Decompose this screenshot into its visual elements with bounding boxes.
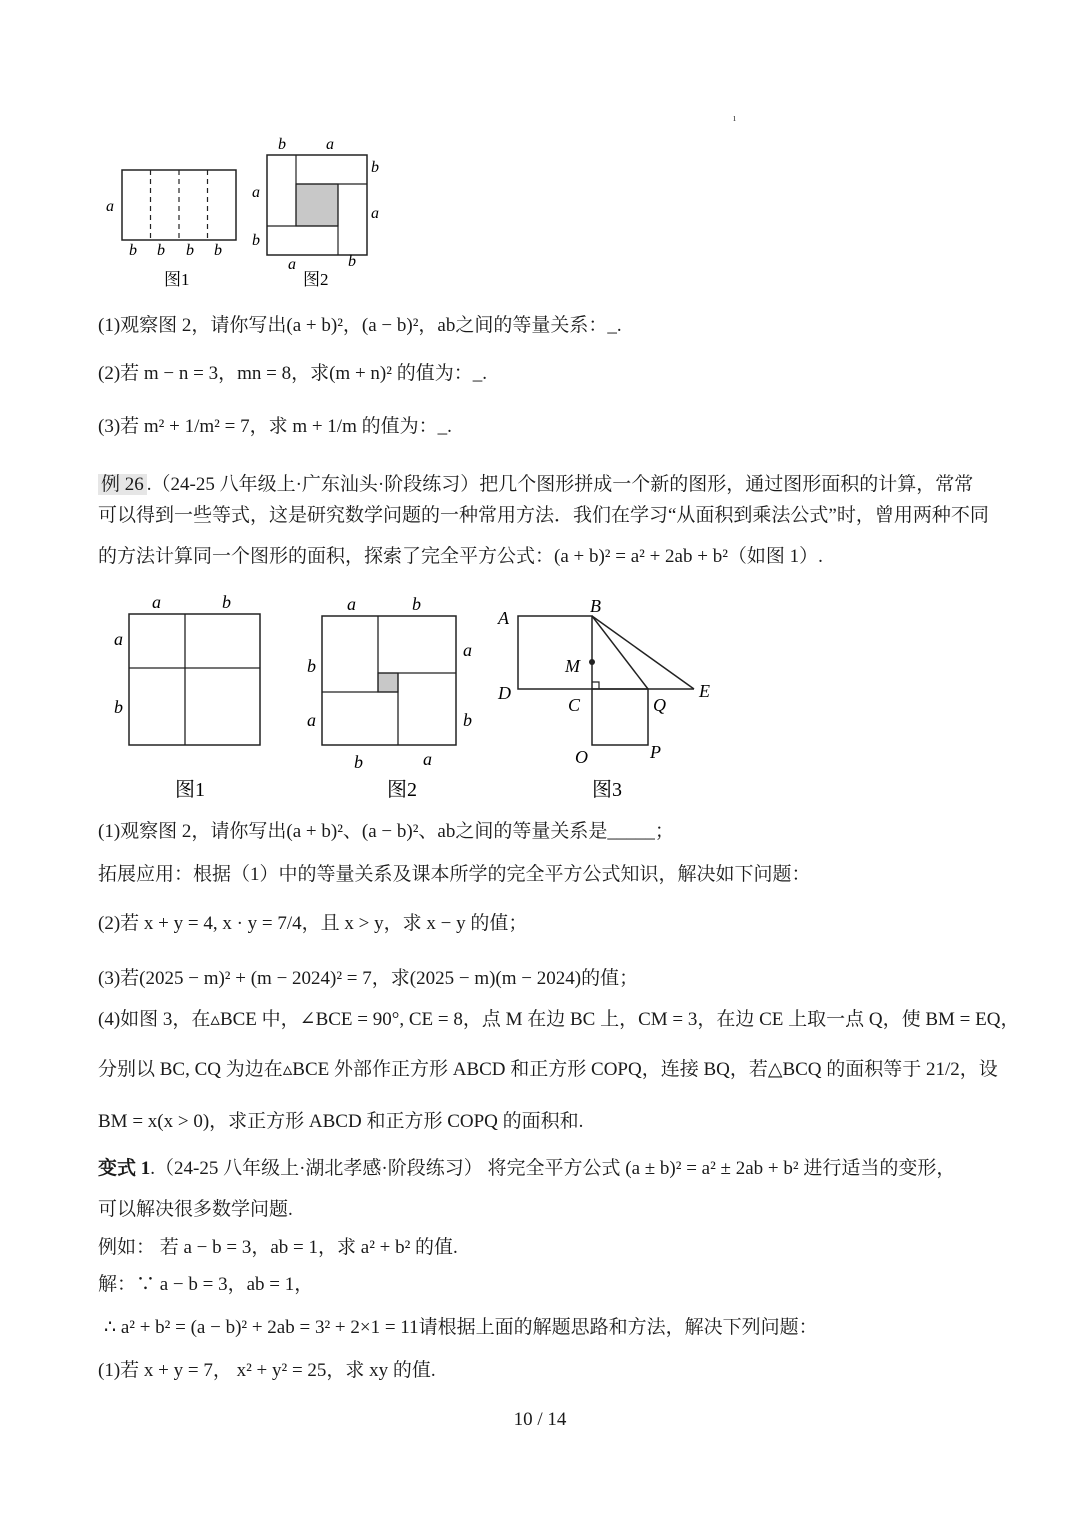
- example26-label: 例 26: [98, 474, 147, 495]
- figB3-square-copq: [592, 689, 648, 745]
- figB3-label-d: D: [498, 683, 511, 703]
- figB2-left-a: a: [307, 710, 316, 730]
- figB2-right-b: b: [463, 710, 472, 730]
- figB2-left-b: b: [307, 656, 316, 676]
- figB3-label-m: M: [565, 656, 580, 676]
- fig2-top-b: b: [278, 136, 286, 153]
- figB2-caption: 图2: [387, 779, 417, 801]
- figB2-top-b: b: [412, 594, 421, 614]
- variant1-solution: 解：∵ a − b = 3，ab = 1，: [98, 1274, 314, 1295]
- figB3-be: [592, 616, 694, 689]
- variant1-q1: (1)若 x + y = 7， x² + y² = 25，求 xy 的值.: [98, 1360, 436, 1381]
- figB1-left-a: a: [114, 629, 123, 649]
- figB3-caption: 图3: [592, 779, 622, 801]
- figure-middle: [100, 590, 740, 805]
- figB3-label-c: C: [568, 695, 581, 715]
- figB1-outer: [129, 614, 260, 745]
- fig1-label-b3: b: [186, 242, 194, 259]
- fig2-bottom-b: b: [348, 253, 356, 270]
- figB3-label-o: O: [575, 747, 588, 767]
- figB1-top-b: b: [222, 592, 231, 612]
- fig2-right-b: b: [371, 159, 379, 176]
- q1-line-2: (2)若 m − n = 3，mn = 8，求(m + n)² 的值为：_.: [98, 363, 487, 384]
- q2-extension: 拓展应用：根据（1）中的等量关系及课本所学的完全平方公式知识，解决如下问题：: [98, 864, 811, 885]
- example26-intro-3: 的方法计算同一个图形的面积，探索了完全平方公式：(a + b)² = a² + 2ab + b²（如图 1）.: [98, 546, 823, 567]
- figB1-left-b: b: [114, 697, 123, 717]
- page-number: 10 / 14: [513, 1409, 567, 1430]
- example26-intro-1: .（24-25 八年级上·广东汕头·阶段练习）把几个图形拼成一个新的图形，通过图形面积的计算，常常: [146, 474, 974, 495]
- fig2-top-a: a: [326, 136, 334, 153]
- q1-line-1: (1)观察图 2，请你写出(a + b)²，(a − b)²，ab之间的等量关系：_.: [98, 315, 622, 336]
- figB3-label-b: B: [590, 596, 601, 616]
- q2-p4-line-2: 分别以 BC, CQ 为边在▵BCE 外部作正方形 ABCD 和正方形 COPQ，连接 BQ，若△BCQ 的面积等于 21/2，设: [98, 1059, 998, 1080]
- variant1-intro-2: 可以解决很多数学问题.: [98, 1199, 293, 1220]
- example26-intro-2: 可以得到一些等式，这是研究数学问题的一种常用方法．我们在学习“从面积到乘法公式”时，曾用两种不同: [98, 505, 989, 526]
- fig1-caption: 图1: [164, 270, 190, 289]
- variant1-label: 变式 1: [98, 1158, 151, 1179]
- fig1-label-b2: b: [157, 242, 165, 259]
- figB2-bottom-a: a: [423, 749, 432, 769]
- variant1-intro-1: .（24-25 八年级上·湖北孝感·阶段练习） 将完全平方公式 (a ± b)² = a² ± 2ab + b² 进行适当的变形，: [150, 1158, 956, 1179]
- q1-line-3: (3)若 m² + 1/m² = 7，求 m + 1/m 的值为：_.: [98, 416, 452, 437]
- fig2-right-a: a: [371, 205, 379, 222]
- q2-p3: (3)若(2025 − m)² + (m − 2024)² = 7，求(2025 − m)(m − 2024)的值；: [98, 968, 639, 989]
- figure-top: [95, 130, 405, 295]
- q2-p4-line-3: BM = x(x > 0)，求正方形 ABCD 和正方形 COPQ 的面积和.: [98, 1111, 584, 1132]
- q2-p2: (2)若 x + y = 4, x · y = 7/4，且 x > y，求 x − y 的值；: [98, 913, 528, 934]
- figB3-label-e: E: [699, 681, 710, 701]
- fig2-caption: 图2: [303, 270, 329, 289]
- corner-mark: ı: [733, 112, 737, 124]
- figB2-right-a: a: [463, 640, 472, 660]
- q2-p1: (1)观察图 2，请你写出(a + b)²、(a − b)²、ab之间的等量关系是_____；: [98, 821, 674, 842]
- variant1-example: 例如： 若 a − b = 3，ab = 1，求 a² + b² 的值.: [98, 1237, 458, 1258]
- fig1-label-a: a: [106, 198, 114, 215]
- variant1-derivation: ∴ a² + b² = (a − b)² + 2ab = 3² + 2×1 = 11请根据上面的解题思路和方法，解决下列问题：: [104, 1317, 818, 1338]
- figB1-top-a: a: [152, 592, 161, 612]
- fig2-left-b: b: [252, 232, 260, 249]
- figB2-top-a: a: [347, 594, 356, 614]
- fig1-label-b1: b: [129, 242, 137, 259]
- figB3-label-q: Q: [653, 695, 666, 715]
- figB3-label-a: A: [498, 608, 509, 628]
- figB3-label-p: P: [650, 742, 661, 762]
- fig2-bottom-a: a: [288, 256, 296, 273]
- fig2-center-square: [296, 184, 338, 226]
- figB3-bq: [592, 616, 648, 689]
- figB3-square-abcd: [518, 616, 592, 689]
- example26-line-1: [98, 471, 998, 499]
- variant1-line-1: [98, 1155, 998, 1183]
- fig1-label-b4: b: [214, 242, 222, 259]
- figB1-caption: 图1: [175, 779, 205, 801]
- q2-p4-line-1: (4)如图 3，在▵BCE 中，∠BCE = 90°, CE = 8，点 M 在边 BC 上，CM = 3，在边 CE 上取一点 Q，使 BM = EQ，: [98, 1009, 1020, 1030]
- figB2-bottom-b: b: [354, 752, 363, 772]
- figB3-point-m: [589, 659, 595, 665]
- figB2-center: [378, 673, 398, 692]
- fig2-left-a: a: [252, 184, 260, 201]
- figB3-right-angle: [592, 682, 599, 689]
